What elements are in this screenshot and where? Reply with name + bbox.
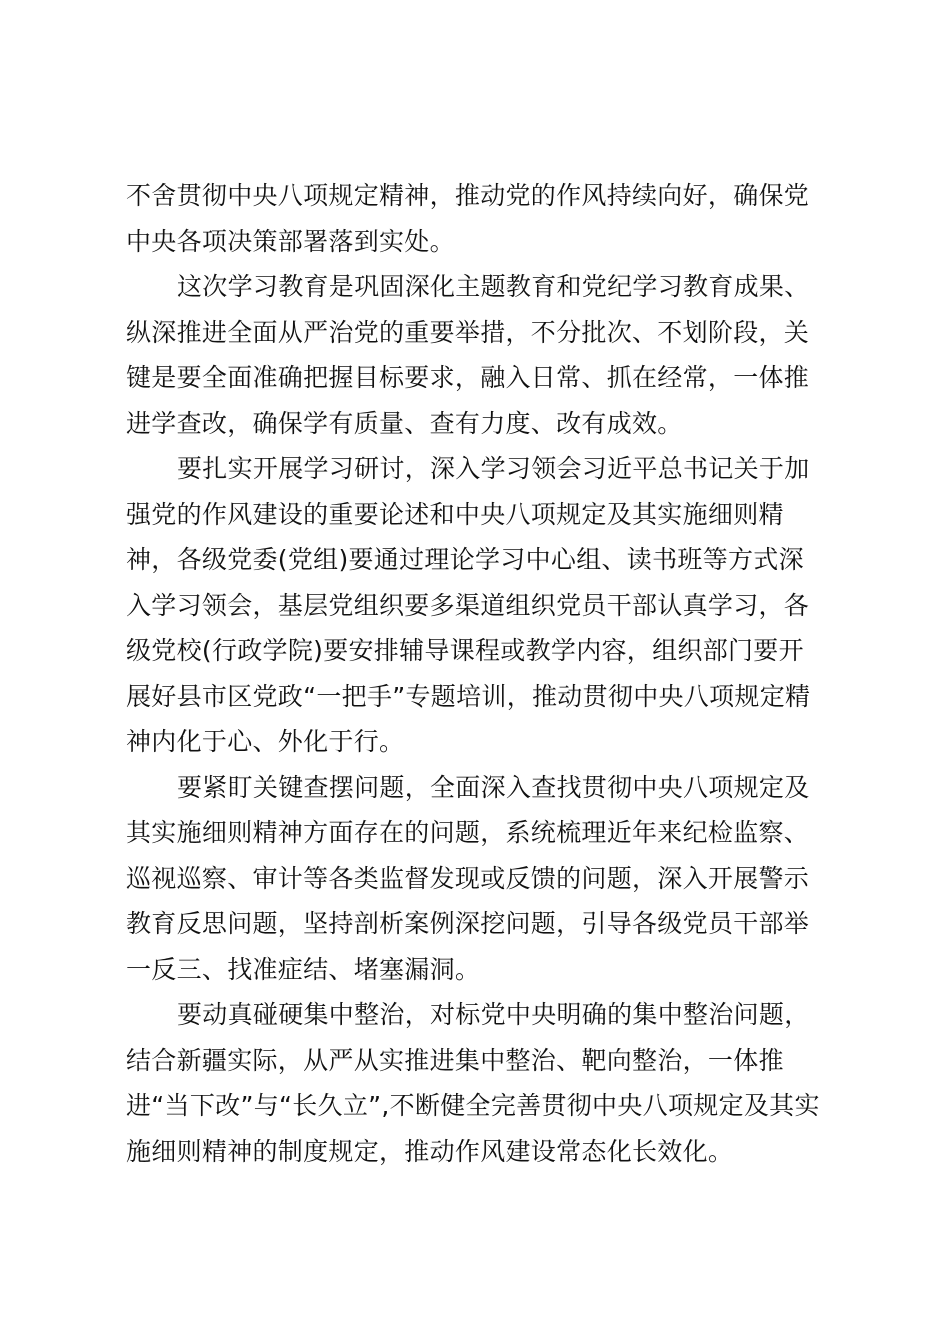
body-text bbox=[126, 173, 826, 1174]
text-line: 神内化于心、外化于行。 bbox=[126, 727, 405, 756]
text-line: 中央各项决策部署落到实处。 bbox=[126, 226, 455, 256]
text-line: 施细则精神的制度规定，推动作风建设常态化长效化。 bbox=[126, 1136, 734, 1166]
text-line: 教育反思问题，坚持剖析案例深挖问题，引导各级党员干部举 bbox=[126, 909, 810, 938]
paragraph-start-line: 要动真碰硬集中整治，对标党中央明确的集中整治问题， bbox=[177, 1000, 810, 1029]
text-line: 级党校(行政学院)要安排辅导课程或教学内容，组织部门要开 bbox=[126, 636, 804, 665]
text-line: 不舍贯彻中央八项规定精神，推动党的作风持续向好，确保党 bbox=[126, 181, 810, 210]
text-line: 神，各级党委(党组)要通过理论学习中心组、读书班等方式深 bbox=[126, 545, 804, 574]
text-line: 其实施细则精神方面存在的问题，系统梳理近年来纪检监察、 bbox=[126, 818, 810, 847]
text-line: 键是要全面准确把握目标要求，融入日常、抓在经常，一体推 bbox=[126, 363, 810, 392]
text-line: 展好县市区党政“一把手”专题培训，推动贯彻中央八项规定精 bbox=[126, 681, 811, 711]
text-line: 结合新疆实际，从严从实推进集中整治、靶向整治，一体推 bbox=[126, 1045, 784, 1075]
text-line: 进学查改，确保学有质量、查有力度、改有成效。 bbox=[126, 408, 683, 438]
text-line: 强党的作风建设的重要论述和中央八项规定及其实施细则精 bbox=[126, 499, 784, 529]
text-line: 入学习领会，基层党组织要多渠道组织党员干部认真学习，各 bbox=[126, 590, 810, 620]
paragraph-start-line: 这次学习教育是巩固深化主题教育和党纪学习教育成果、 bbox=[177, 272, 810, 301]
text-line: 巡视巡察、审计等各类监督发现或反馈的问题，深入开展警示 bbox=[126, 863, 810, 893]
text-line: 一反三、找准症结、堵塞漏洞。 bbox=[126, 954, 481, 984]
text-line: 纵深推进全面从严治党的重要举措，不分批次、不划阶段，关 bbox=[126, 317, 810, 347]
paragraph-start-line: 要紧盯关键查摆问题，全面深入查找贯彻中央八项规定及 bbox=[177, 772, 810, 802]
text-line: 进“当下改”与“长久立”,不断健全完善贯彻中央八项规定及其实 bbox=[126, 1091, 820, 1120]
paragraph-start-line: 要扎实开展学习研讨，深入学习领会习近平总书记关于加 bbox=[177, 454, 810, 483]
